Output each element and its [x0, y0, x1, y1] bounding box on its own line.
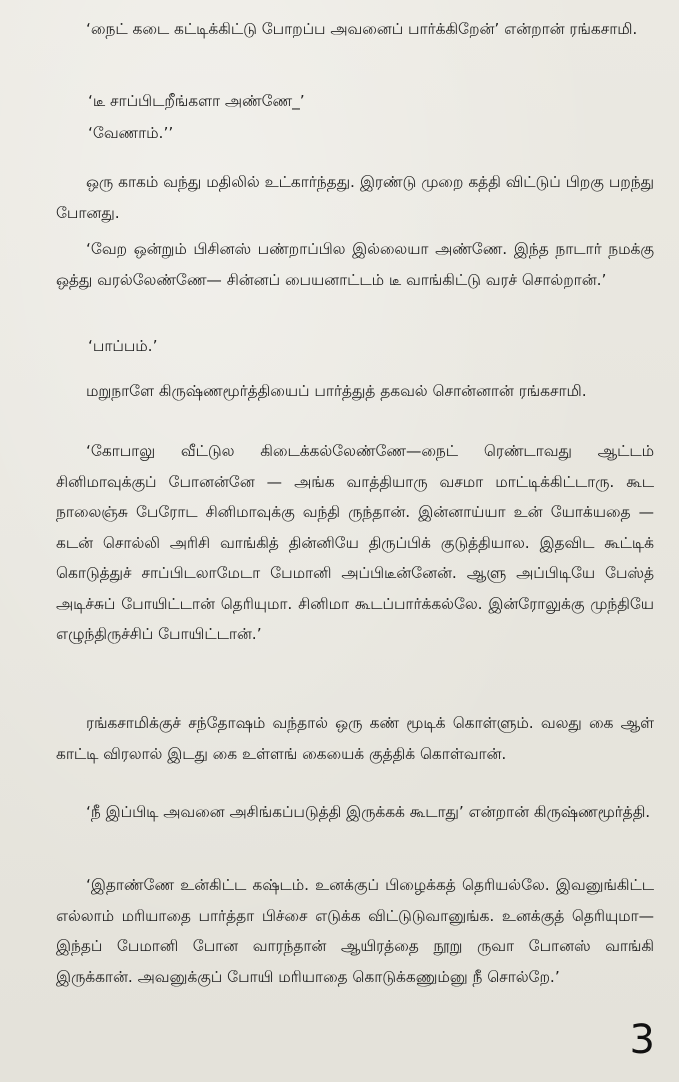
paragraph-8: ‘கோபாலு வீட்டுல கிடைக்கல்லேண்ணே—நைட் ரெண்டாவது ஆட்டம் சினிமாவுக்குப் போனன்னே — அங்க வாத்தியாரு வசமா மாட்டிக்கிட்டாரு. கூட நாலைஞ்சு பேரோட சினிமாவுக்கு வந்தி ருந்தான். இன்னாய்யா உன் யோக்யதை — கடன் சொல்லி அரிசி வாங்கித் தின்னியே திருப்பிக் குடுத்தியால. இதவிட கூட்டிக் கொடுத்துச் சாப்பிடலாமேடா பேமானி அப்பிடீன்னேன். ஆளு அப்பிடியே பேஸ்த் அடிச்சுப் போயிட்டான் தெரியுமா. சினிமா கூடப்பார்க்கல்லே. இன்ரோலுக்கு முந்தியே எழுந்திருச்சிப் போயிட்டான்.’: [56, 442, 654, 643]
paragraph-4: ஒரு காகம் வந்து மதிலில் உட்கார்ந்தது. இரண்டு முறை கத்தி விட்டுப் பிறகு பறந்து போனது.: [56, 173, 654, 222]
paragraph-5: ‘வேற ஒன்றும் பிசினஸ் பண்றாப்பில இல்லையா அண்ணே. இந்த நாடார் நமக்கு ஒத்து வரல்லேண்ணே— சின்னப் பையனாட்டம் டீ வாங்கிட்டு வரச் சொல்றான்.’: [56, 240, 654, 289]
paragraph-9: ரங்கசாமிக்குச் சந்தோஷம் வந்தால் ஒரு கண் மூடிக் கொள்ளும். வலது கை ஆள் காட்டி விரலால் இடது கை உள்ளங் கையைக் குத்திக் கொள்வான்.: [56, 714, 654, 763]
paragraph-2: ‘டீ சாப்பிடறீங்களா அண்ணே_’: [88, 92, 305, 110]
paragraph-3: ‘வேணாம்.’’: [88, 124, 174, 142]
paragraph-7: மறுநாளே கிருஷ்ணமூர்த்தியைப் பார்த்துத் தகவல் சொன்னான் ரங்கசாமி.: [86, 382, 587, 400]
page-number: 3: [629, 1017, 655, 1063]
paragraph-11: ‘இதாண்ணே உன்கிட்ட கஷ்டம். உனக்குப் பிழைக்கத் தெரியல்லே. இவனுங்கிட்ட எல்லாம் மரியாதை பார்த்தா பிச்சை எடுக்க விட்டுடுவானுங்க. உனக்குத் தெரியுமா— இந்தப் பேமானி போன வாரந்தான் ஆயிரத்தை நூறு ருவா போனஸ் வாங்கி இருக்கான். அவனுக்குப் போயி மரியாதை கொடுக்கணும்னு நீ சொல்றே.’: [56, 876, 654, 986]
paragraph-10: ‘நீ இப்பிடி அவனை அசிங்கப்படுத்தி இருக்கக் கூடாது’ என்றான் கிருஷ்ணமூர்த்தி.: [86, 803, 651, 821]
paragraph-1: ‘நைட் கடை கட்டிக்கிட்டு போறப்ப அவனைப் பார்க்கிறேன்’ என்றான் ரங்கசாமி.: [86, 20, 638, 38]
paragraph-6: ‘பாப்பம்.’: [88, 337, 158, 355]
